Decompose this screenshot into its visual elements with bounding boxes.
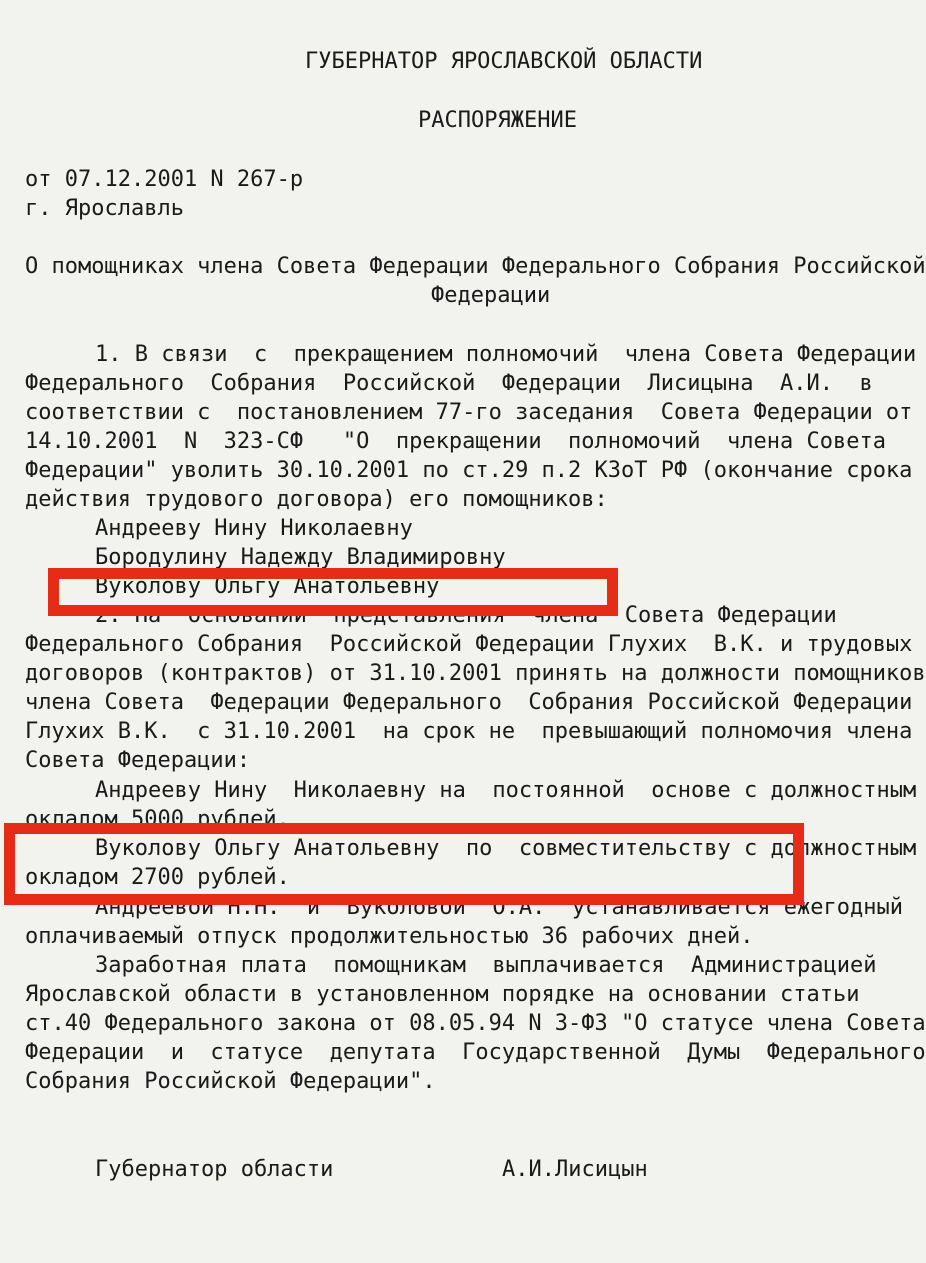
subject-line-2: Федерации bbox=[431, 283, 551, 308]
salary-line: ст.40 Федерального закона от 08.05.94 N 3-ФЗ "О статусе члена Совета bbox=[25, 1011, 926, 1036]
subject-line-1: О помощниках члена Совета Федерации Федерального Собрания Российской bbox=[25, 254, 926, 279]
hire-item-2-cont: окладом 2700 рублей. bbox=[25, 865, 290, 890]
para1-line: Федерального Собрания Российской Федерации Лисицына А.И. в bbox=[25, 371, 873, 396]
para1-line: соответствии с постановлением 77-го заседания Совета Федерации от bbox=[25, 400, 913, 425]
salary-line: Ярославской области в установленном порядке на основании статьи bbox=[25, 982, 860, 1007]
dismissed-name: Вуколову Ольгу Анатольевну bbox=[95, 574, 440, 599]
dismissed-name: Бородулину Надежду Владимировну bbox=[95, 545, 506, 570]
document-title: ГУБЕРНАТОР ЯРОСЛАВСКОЙ ОБЛАСТИ bbox=[305, 49, 703, 74]
hire-item-2: Вуколову Ольгу Анатольевну по совместительству с должностным bbox=[95, 836, 917, 861]
document-type: РАСПОРЯЖЕНИЕ bbox=[418, 108, 577, 133]
para2-line: члена Совета Федерации Федерального Собрания Российской Федерации bbox=[25, 690, 913, 715]
hire-item-1: Андрееву Нину Николаевну на постоянной основе с должностным bbox=[95, 778, 917, 803]
vacation-line-cont: оплачиваемый отпуск продолжительностью 36 рабочих дней. bbox=[25, 924, 754, 949]
salary-line: Собрания Российской Федерации". bbox=[25, 1069, 436, 1094]
salary-line: Федерации и статусе депутата Государственной Думы Федерального bbox=[25, 1040, 926, 1065]
para2-line: договоров (контрактов) от 31.10.2001 принять на должности помощников bbox=[25, 661, 926, 686]
signature-position: Губернатор области bbox=[95, 1157, 334, 1182]
para1-line: 1. В связи с прекращением полномочий члена Совета Федерации bbox=[95, 342, 917, 367]
para2-line: Федерального Собрания Российской Федерации Глухих В.К. и трудовых bbox=[25, 632, 913, 657]
para1-line: Федерации" уволить 30.10.2001 по ст.29 п.2 КЗоТ РФ (окончание срока bbox=[25, 458, 913, 483]
salary-line: Заработная плата помощникам выплачивается Администрацией bbox=[95, 953, 877, 978]
city: г. Ярославль bbox=[25, 196, 184, 221]
date-number: от 07.12.2001 N 267-р bbox=[25, 167, 304, 192]
para2-line: Совета Федерации: bbox=[25, 748, 251, 773]
para1-line: 14.10.2001 N 323-СФ "О прекращении полномочий члена Совета bbox=[25, 429, 886, 454]
para2-line: 2. На основании представления члена Совета Федерации bbox=[95, 603, 837, 628]
hire-item-1-cont: окладом 5000 рублей. bbox=[25, 807, 290, 832]
para2-line: Глухих В.К. с 31.10.2001 на срок не превышающий полномочия члена bbox=[25, 719, 913, 744]
para1-line: действия трудового договора) его помощников: bbox=[25, 487, 608, 512]
signature-name: А.И.Лисицын bbox=[502, 1157, 648, 1182]
vacation-line: Андреевой Н.Н. и Вуколовой О.А. устанавливается ежегодный bbox=[95, 895, 903, 920]
dismissed-name: Андрееву Нину Николаевну bbox=[95, 516, 413, 541]
